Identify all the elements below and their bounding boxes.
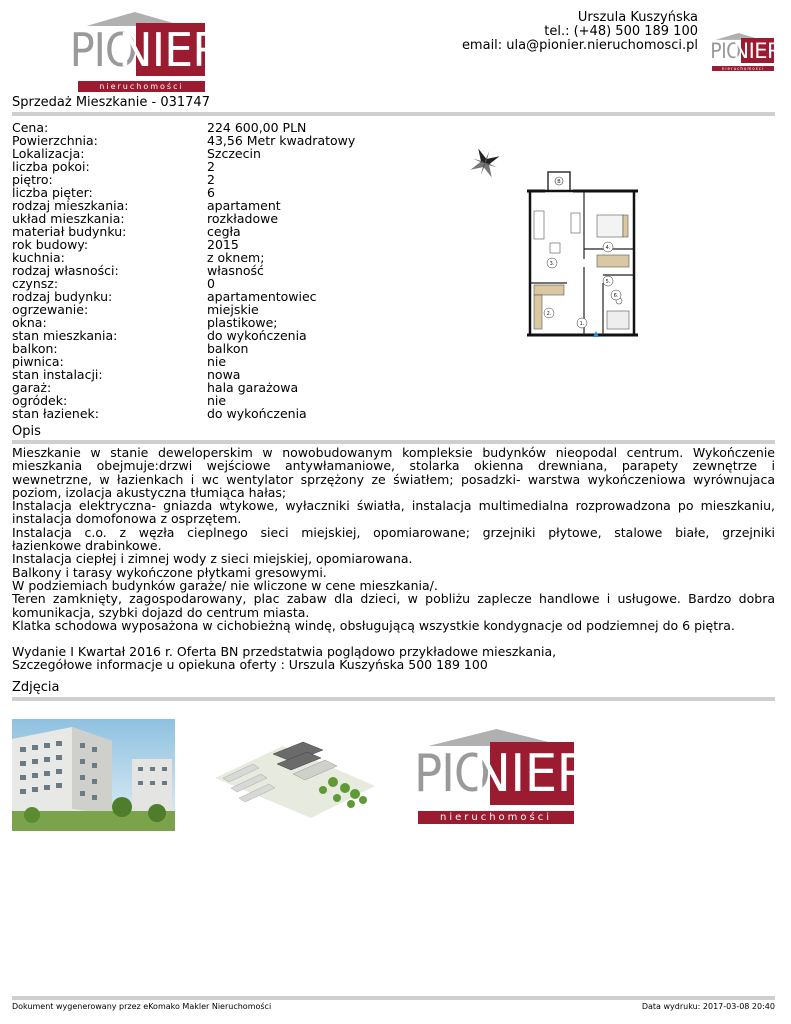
property-label: Cena:: [12, 120, 49, 135]
room-label: 5.: [605, 279, 611, 285]
logo-text-gray: PIO: [413, 743, 490, 804]
property-label: rodzaj mieszkania:: [12, 198, 129, 213]
property-value: własność: [207, 263, 264, 278]
photo-logo[interactable]: [413, 729, 592, 824]
agent-contact: [462, 11, 698, 53]
property-value: plastikowe;: [207, 315, 278, 330]
logo-text-red: NIER: [472, 743, 592, 804]
company-logo: [69, 12, 224, 92]
property-value: rozkładowe: [207, 211, 279, 226]
property-label: stan łazienek:: [12, 406, 99, 421]
photos-title: Zdjęcia: [12, 680, 60, 695]
footer-generated: Dokument wygenerowany przez eKomako Makler Nieruchomości: [12, 1002, 272, 1011]
property-label: Lokalizacja:: [12, 146, 85, 161]
description: [12, 446, 775, 672]
footer-divider: [12, 996, 775, 1000]
agent-phone: tel.: (+48) 500 189 100: [544, 24, 698, 39]
property-label: ogródek:: [12, 393, 68, 408]
property-value: do wykończenia: [207, 406, 307, 421]
description-line: Instalacja c.o. z węzła cieplnego sieci miejskiej, opomiarowane; grzejniki płytowe, stalowe białe, grzejniki: [12, 524, 775, 540]
property-label: stan mieszkania:: [12, 328, 118, 343]
footer-print-date: Data wydruku: 2017-03-08 20:40: [641, 1002, 775, 1011]
photo-building[interactable]: [12, 719, 175, 831]
logo-small-text-gray: PIO: [710, 38, 741, 63]
logo-tagline: nieruchomości: [78, 81, 205, 92]
property-label: rok budowy:: [12, 237, 89, 252]
agent-email: email: ula@pionier.nieruchomosci.pl: [461, 38, 698, 53]
property-label: piętro:: [12, 172, 53, 187]
property-label: liczba pięter:: [12, 185, 93, 200]
property-label: ogrzewanie:: [12, 302, 89, 317]
description-line: instalacja domofonowa z osprzętem.: [12, 511, 242, 527]
description-line: Wydanie I Kwartał 2016 r. Oferta BN przedstatwia poglądowo przykładowe mieszkania,: [12, 644, 557, 660]
property-row: [12, 329, 355, 342]
logo-tagline: nieruchomości: [418, 811, 574, 824]
property-value: nie: [207, 354, 227, 369]
description-line: Klatka schodowa wyposażona w cichobieżną windę, obsługującą wszystkie kondygnacje od podziemnej do 6 piętra.: [12, 617, 735, 633]
description-line: Teren zamknięty, zagospodarowany, plac zabaw dla dzieci, w pobliżu zaplecze handlowe i usługowe. Bardzo dobra: [12, 591, 775, 607]
room-label: 6.: [613, 293, 619, 299]
room-label: 4.: [605, 245, 611, 251]
agent-name: Urszula Kuszyńska: [577, 10, 698, 25]
property-label: garaż:: [12, 380, 52, 395]
property-value: do wykończenia: [207, 328, 307, 343]
description-line: W podziemiach budynków garaże/ nie wliczone w cene mieszkania/.: [12, 577, 438, 593]
property-label: materiał budynku:: [12, 224, 127, 239]
property-value: 43,56 Metr kwadratowy: [207, 133, 356, 148]
property-label: balkon:: [12, 341, 58, 356]
property-label: stan instalacji:: [12, 367, 103, 382]
property-value: nie: [207, 393, 227, 408]
description-line: wewnetrzne, w łazienkach i wc wentylator sprzężony ze światłem; posadzki- warstwa wykończeniowa wyrównujaca: [12, 471, 775, 487]
property-value: miejskie: [207, 302, 259, 317]
description-line: Balkony i tarasy wykończone płytkami gresowymi.: [12, 564, 327, 580]
property-label: czynsz:: [12, 276, 59, 291]
property-row: [12, 368, 355, 381]
property-value: 2: [207, 159, 215, 174]
room-label: 1.: [579, 321, 585, 327]
property-value: hala garażowa: [207, 380, 299, 395]
logo-small-text-red: NIER: [733, 38, 782, 63]
listing-title: Sprzedaż Mieszkanie - 031747: [12, 95, 210, 110]
property-label: kuchnia:: [12, 250, 65, 265]
logo-small-tagline: nieruchomości: [712, 66, 774, 71]
property-label: liczba pokoi:: [12, 159, 90, 174]
property-value: 2015: [207, 237, 239, 252]
property-row: [12, 160, 355, 173]
property-value: balkon: [207, 341, 249, 356]
room-label: 3.: [549, 261, 555, 267]
divider: [12, 440, 775, 444]
description-title: Opis: [12, 424, 41, 439]
description-line: komunikacja, szybki dojazd do centrum miasta.: [12, 604, 310, 620]
property-row: [12, 264, 355, 277]
property-row: [12, 407, 355, 420]
property-label: układ mieszkania:: [12, 211, 125, 226]
description-line: Mieszkanie w stanie deweloperskim w nowobudowanym kompleksie budynków nieopodal centrum. Wykończenie: [12, 445, 775, 460]
property-value: 6: [207, 185, 215, 200]
property-value: nowa: [207, 367, 241, 382]
property-value: apartament: [207, 198, 281, 213]
property-value: apartamentowiec: [207, 289, 317, 304]
property-label: okna:: [12, 315, 47, 330]
description-line: Instalacja ciepłej i zimnej wody z sieci miejskiej, opomiarowana.: [12, 551, 413, 567]
divider: [12, 697, 775, 701]
property-label: piwnica:: [12, 354, 64, 369]
description-line: mieszkania obejmuje:drzwi wejściowe antywłamaniowe, stolarka okienna drewniana, parapety zewnętrze i: [12, 458, 775, 474]
property-label: rodzaj własności:: [12, 263, 119, 278]
room-label: 2.: [546, 311, 552, 317]
photo-site-plan[interactable]: [213, 738, 377, 818]
property-value: 2: [207, 172, 215, 187]
logo-text-red: NIER: [118, 22, 224, 77]
room-label: B: [557, 179, 561, 185]
property-value: Szczecin: [207, 146, 261, 161]
agency-logo-small: [710, 33, 782, 71]
description-line: Szczegółowe informacje u opiekuna oferty : Urszula Kuszyńska 500 189 100: [12, 657, 488, 673]
property-details: [12, 121, 355, 420]
property-value: 0: [207, 276, 215, 291]
divider: [12, 112, 775, 116]
property-label: rodzaj budynku:: [12, 289, 113, 304]
description-line: Instalacja elektryczna- gniazda wtykowe, wyłaczniki światła, instalacja multimedialna rozprowadzona po mieszkaniu,: [12, 498, 775, 514]
logo-text-gray: PIO: [69, 22, 137, 77]
property-row: [12, 303, 355, 316]
property-value: cegła: [207, 224, 241, 239]
property-value: 224 600,00 PLN: [207, 120, 307, 135]
compass-icon: [468, 146, 502, 180]
description-line: łazienkowe drabinkowe.: [12, 538, 162, 554]
property-value: z oknem;: [207, 250, 265, 265]
floor-plan: [527, 171, 638, 346]
description-line: poziom, izolacja akustyczna tłumiąca hałas;: [12, 484, 287, 500]
property-label: Powierzchnia:: [12, 133, 98, 148]
